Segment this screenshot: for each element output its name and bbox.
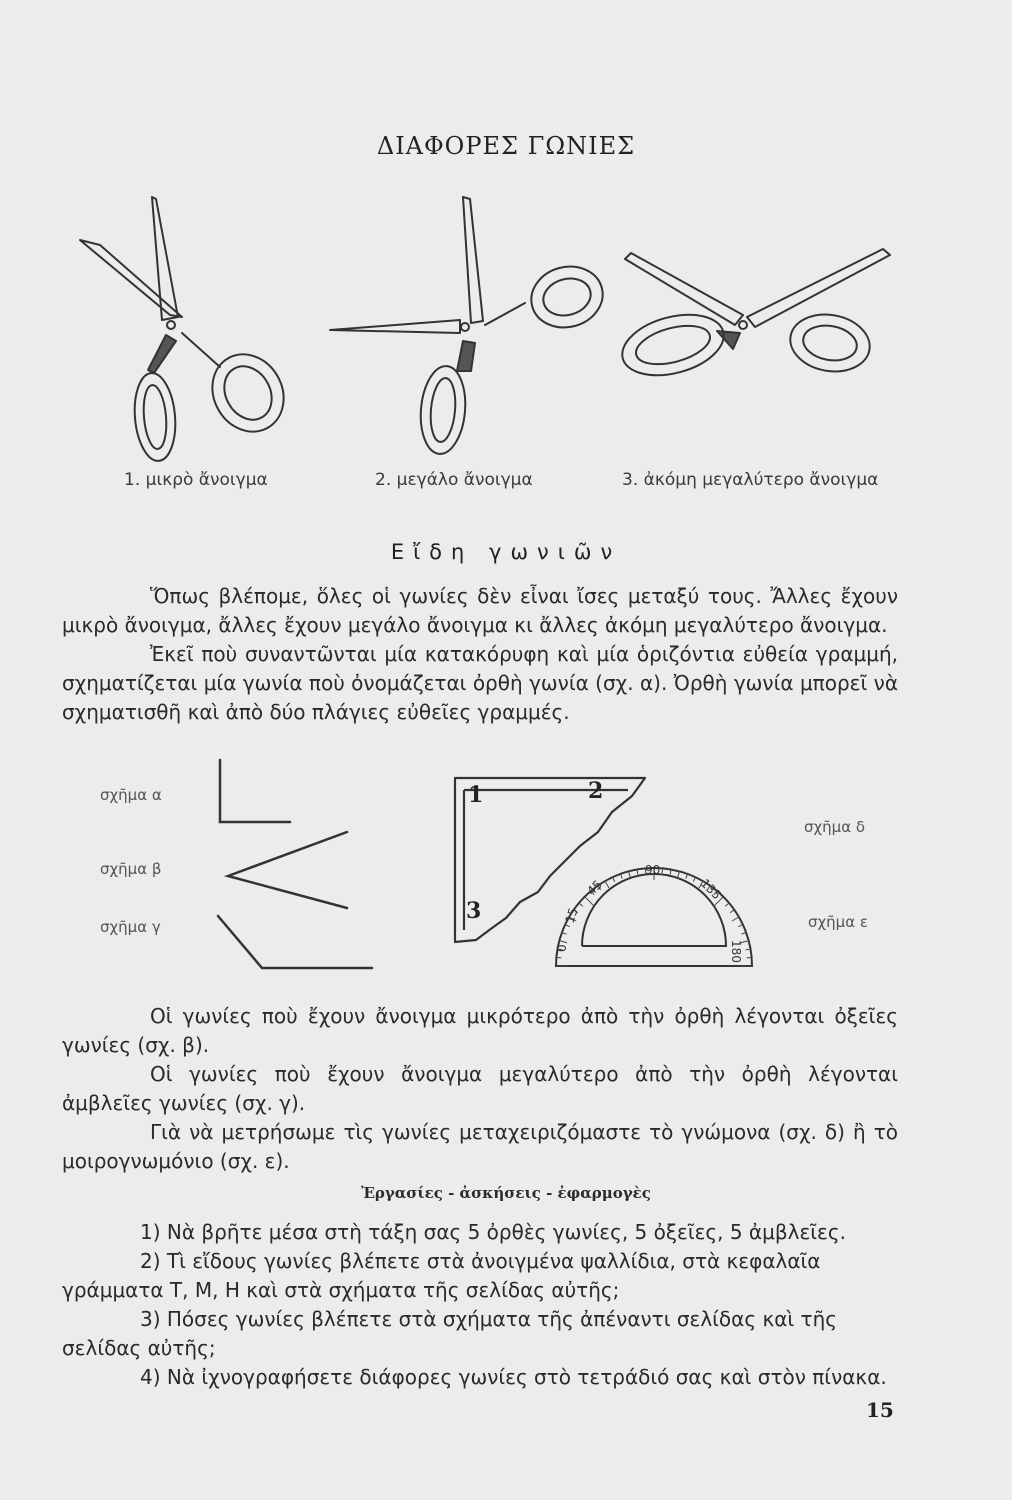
protractor-tick-label: 180 (729, 940, 743, 963)
protractor-tick-label: 135 (697, 876, 724, 903)
page-title: ΔΙΑΦΟΡΕΣ ΓΩΝΙΕΣ (376, 132, 636, 160)
figure-label-gamma: σχῆμα γ (100, 918, 161, 936)
protractor-tick (559, 941, 567, 943)
section-heading: Εἴδη γωνιῶν (390, 540, 622, 564)
obtuse-definition: Οἱ γωνίες ποὺ ἔχουν ἄνοιγμα μεγαλύτερο ἀπὸ τὴν ὀρθὴ λέγονται ἀμβλεῖες γωνίες (σχ. γ). (62, 1062, 898, 1115)
protractor-tick-label: 15 (562, 906, 581, 925)
protractor-tick (585, 897, 593, 905)
protractor-tick-label: 45 (584, 877, 605, 899)
caption-large-opening: 2. μεγάλο ἄνοιγμα (375, 470, 533, 490)
protractor-tick-label: 90 (645, 863, 661, 877)
caption-largest-opening: 3. ἀκόμη μεγαλύτερο ἄνοιγμα (622, 470, 879, 490)
caption-small-opening: 1. μικρὸ ἄνοιγμα (124, 470, 268, 490)
intro-paragraph: Ὅπως βλέπομε, ὅλες οἱ γωνίες δὲν εἶναι ἴσες μεταξύ τους. Ἄλλες ἔχουν μικρὸ ἄνοιγμα, ἄλλες ἔχουν μεγάλο ἄνοιγμα κι ἄλλες ἀκόμη μεγαλύτερο ἄνοιγμα. (62, 584, 898, 637)
protractor-tick (693, 877, 695, 882)
protractor-tick (613, 877, 615, 882)
figure-label-alpha: σχῆμα α (100, 786, 162, 804)
protractor-tick (579, 903, 583, 906)
protractor-tick (565, 925, 570, 927)
protractor-tick (730, 910, 734, 913)
exercise-item: 2) Τὶ εἴδους γωνίες βλέπετε στὰ ἀνοιγμένα ψαλλίδια, στὰ κεφαλαῖα γράμματα Τ, Μ, Η καὶ στὰ σχήματα τῆς σελίδας αὐτῆς; (62, 1249, 821, 1302)
protractor-tick (605, 881, 609, 888)
protractor-tick (738, 925, 743, 927)
protractor-tick (732, 917, 739, 921)
protractor-tick-label: 0 (555, 944, 569, 952)
figure-label-epsilon: σχῆμα ε (808, 913, 868, 931)
page-number: 15 (866, 1398, 894, 1422)
exercises-list (62, 1218, 898, 1392)
acute-definition: Οἱ γωνίες ποὺ ἔχουν ἄνοιγμα μικρότερο ἀπὸ τὴν ὀρθὴ λέγονται ὀξεῖες γωνίες (σχ. β). (62, 1004, 898, 1057)
figure-label-beta: σχῆμα β (100, 860, 162, 878)
angle-types-text (62, 1002, 898, 1176)
exercise-item: 3) Πόσες γωνίες βλέπετε στὰ σχήματα τῆς ἀπέναντι σελίδας καὶ τῆς σελίδας αὐτῆς; (62, 1307, 837, 1360)
exercises-heading: Ἐργασίες - ἀσκήσεις - ἐφαρμογὲς (361, 1184, 651, 1202)
exercise-item: 4) Νὰ ἰχνογραφήσετε διάφορες γωνίες στὸ τετράδιό σας καὶ στὸν πίνακα. (140, 1365, 887, 1389)
intro-paragraph: Ἐκεῖ ποὺ συναντῶνται μία κατακόρυφη καὶ μία ὁριζόντια εὐθεία γραμμή, σχηματίζεται μία γωνία ποὺ ὀνομάζεται ὀρθὴ γωνία (σχ. α). Ὀρθὴ γωνία μπορεῖ νὰ σχηματισθῆ καὶ ἀπὸ δύο πλάγιες εὐθεῖες γραμμές. (62, 642, 898, 724)
set-square-number: 2 (588, 778, 604, 804)
set-square-number: 1 (468, 782, 484, 808)
set-square-number: 3 (466, 898, 482, 924)
protractor-tick (725, 903, 729, 906)
figure-label-delta: σχῆμα δ (804, 818, 866, 836)
measuring-tools-text: Γιὰ νὰ μετρήσωμε τὶς γωνίες μεταχειριζόμαστε τὸ γνώμονα (σχ. δ) ἢ τὸ μοιρογνωμόνιο (σχ. ε). (62, 1120, 898, 1173)
exercise-item: 1) Νὰ βρῆτε μέσα στὴ τάξη σας 5 ὀρθὲς γωνίες, 5 ὀξεῖες, 5 ἀμβλεῖες. (140, 1220, 846, 1244)
